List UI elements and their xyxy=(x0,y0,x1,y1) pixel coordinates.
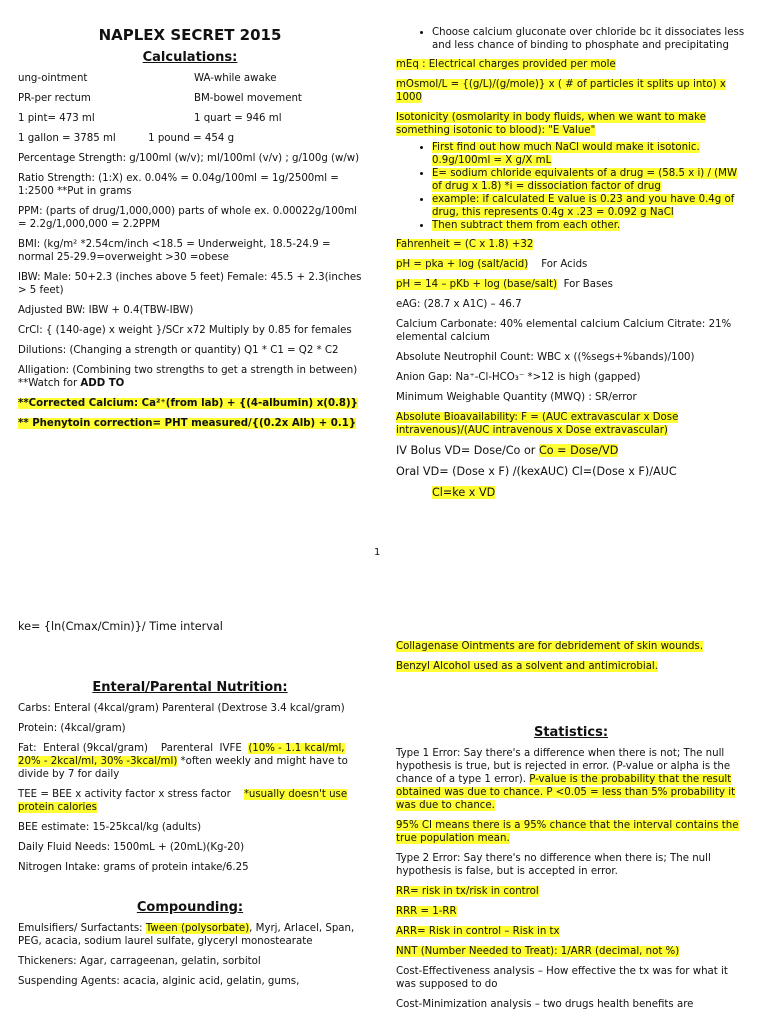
list-item: • example: if calculated E value is 0.23 and you have 0.4g of drug, this represents 0.4g x .23 = 0.092 g NaCl xyxy=(432,193,746,219)
bee: BEE estimate: 15-25kcal/kg (adults) xyxy=(18,822,202,833)
calcium-carbonate: Calcium Carbonate: 40% elemental calcium Calcium Citrate: 21% elemental calcium xyxy=(396,319,732,343)
statistics-heading: Statistics: xyxy=(533,725,609,740)
dilutions: Dilutions: (Changing a strength or quantity) Q1 * C1 = Q2 * C2 xyxy=(18,345,339,356)
abbr-row: 1 pint= 473 ml 1 quart = 946 ml xyxy=(18,113,282,124)
confidence-interval: 95% CI means there is a 95% chance that the interval contains the true population mean. xyxy=(396,820,739,844)
ppm: PPM: (parts of drug/1,000,000) parts of whole ex. 0.00022g/100ml = 2.2g/1,000,000 = 2.2PPM xyxy=(18,206,357,230)
arr: ARR= Risk in control – Risk in tx xyxy=(396,926,560,937)
type1-error: Type 1 Error: Say there's a difference when there is not; The null hypothesis is true, but is rejected in error. (P-value or alpha is the chance of a type 1 error). P-value is the probability that the result obtained was due to chance. P <0.05 = less than 5% probability it was due to chance. xyxy=(396,748,736,811)
daily-fluid: Daily Fluid Needs: 1500mL + (20mL)(Kg-20) xyxy=(18,842,245,853)
page2-left-column xyxy=(18,620,362,995)
collagenase: Collagenase Ointments are for debridement of skin wounds. xyxy=(396,641,704,652)
calculations-heading: Calculations: xyxy=(142,50,238,65)
cost-effectiveness: Cost-Effectiveness analysis – How effective the tx was for what it was supposed to do xyxy=(396,966,728,990)
type2-error: Type 2 Error: Say there's no difference when there is; The null hypothesis is false, but is accepted in error. xyxy=(396,853,711,877)
iv-bolus: IV Bolus VD= Dose/Co or Co = Dose/VD xyxy=(396,444,619,457)
cost-minimization: Cost-Minimization analysis – two drugs health benefits are xyxy=(396,999,694,1010)
bioavailability: Absolute Bioavailability: F = (AUC extravascular x Dose intravenous)/(AUC intravenous x Dose extravascular) xyxy=(396,412,679,436)
isotonicity-list xyxy=(396,141,746,232)
corrected-calcium: **Corrected Calcium: Ca²⁺(from lab) + {(4-albumin) x(0.8)} xyxy=(18,398,358,409)
list-item: • First find out how much NaCl would make it isotonic. 0.9g/100ml = X g/X mL xyxy=(432,141,746,167)
abbr-row: PR-per rectum BM-bowel movement xyxy=(18,93,302,104)
gallon-line: 1 gallon = 3785 ml 1 pound = 454 g xyxy=(18,133,235,144)
mwq: Minimum Weighable Quantity (MWQ) : SR/error xyxy=(396,392,637,403)
bmi: BMI: (kg/m² *2.54cm/inch <18.5 = Underweight, 18.5-24.9 = normal 25-29.9=overweight >30 =obese xyxy=(18,239,331,263)
abbr-row: ung-ointment WA-while awake xyxy=(18,73,277,84)
ke-line: ke= {ln(Cmax/Cmin)}/ Time interval xyxy=(18,620,223,633)
page-2 xyxy=(0,590,768,1024)
carbs: Carbs: Enteral (4kcal/gram) Parenteral (Dextrose 3.4 kcal/gram) xyxy=(18,703,345,714)
tee: TEE = BEE x activity factor x stress factor *usually doesn't use protein calories xyxy=(18,789,348,813)
emulsifiers: Emulsifiers/ Surfactants: Tween (polysorbate), Myrj, Arlacel, Span, PEG, acacia, sodium laurel sulfate, glyceryl monostearate xyxy=(18,923,355,947)
thickeners: Thickeners: Agar, carrageenan, gelatin, sorbitol xyxy=(18,956,261,967)
isotonicity: Isotonicity (osmolarity in body fluids, when we want to make something isotonic to blood): "E Value" xyxy=(396,112,706,136)
relative-risk: RR= risk in tx/risk in control xyxy=(396,886,539,897)
fat: Fat: Enteral (9kcal/gram) Parenteral IVFE (10% - 1.1 kcal/ml, 20% - 2kcal/ml, 30% -3kcal/ml) *often weekly and might have to divide by 7 for daily xyxy=(18,743,348,780)
page2-right-column xyxy=(396,640,746,1018)
eag: eAG: (28.7 x A1C) – 46.7 xyxy=(396,299,522,310)
list-item: • Choose calcium gluconate over chloride bc it dissociates less and less chance of binding to phosphate and precipitating xyxy=(432,26,746,52)
enteral-heading: Enteral/Parental Nutrition: xyxy=(92,680,288,695)
page-number: 1 xyxy=(374,547,381,558)
anc: Absolute Neutrophil Count: WBC x ((%segs+%bands)/100) xyxy=(396,352,695,363)
nnt: NNT (Number Needed to Treat): 1/ARR (decimal, not %) xyxy=(396,946,680,957)
percentage-strength: Percentage Strength: g/100ml (w/v); ml/100ml (v/v) ; g/100g (w/w) xyxy=(18,153,360,164)
gluconate-list xyxy=(396,26,746,52)
ratio-strength: Ratio Strength: (1:X) ex. 0.04% = 0.04g/100ml = 1g/2500ml = 1:2500 **Put in grams xyxy=(18,173,339,197)
phenytoin-correction: ** Phenytoin correction= PHT measured/{(0.2x Alb) + 0.1} xyxy=(18,418,357,429)
ph-acid: pH = pka + log (salt/acid) For Acids xyxy=(396,259,588,270)
oral-vd: Oral VD= (Dose x F) /(kexAUC) Cl=(Dose x F)/AUC xyxy=(396,465,677,478)
list-item: • Then subtract them from each other. xyxy=(432,219,746,232)
page1-left-column xyxy=(18,26,362,437)
mosmol: mOsmol/L = {(g/L)/(g/mole)} x ( # of particles it splits up into) x 1000 xyxy=(396,79,726,103)
cl-ke: Cl=ke x VD xyxy=(432,486,496,499)
fahrenheit: Fahrenheit = (C x 1.8) +32 xyxy=(396,239,534,250)
page1-right-column xyxy=(396,26,746,507)
ibw: IBW: Male: 50+2.3 (inches above 5 feet) Female: 45.5 + 2.3(inches > 5 feet) xyxy=(18,272,362,296)
suspending-agents: Suspending Agents: acacia, alginic acid, gelatin, gums, xyxy=(18,976,300,987)
meq: mEq : Electrical charges provided per mole xyxy=(396,59,616,70)
crcl: CrCl: { (140-age) x weight }/SCr x72 Multiply by 0.85 for females xyxy=(18,325,352,336)
compounding-heading: Compounding: xyxy=(136,900,244,915)
benzyl-alcohol: Benzyl Alcohol used as a solvent and antimicrobial. xyxy=(396,661,659,672)
rrr: RRR = 1-RR xyxy=(396,906,457,917)
protein: Protein: (4kcal/gram) xyxy=(18,723,126,734)
list-item: • E= sodium chloride equivalents of a drug = (58.5 x i) / (MW of drug x 1.8) *i = dissociation factor of drug xyxy=(432,167,746,193)
anion-gap: Anion Gap: Na⁺-Cl-HCO₃⁻ *>12 is high (gapped) xyxy=(396,372,641,383)
nitrogen: Nitrogen Intake: grams of protein intake/6.25 xyxy=(18,862,249,873)
adjusted-bw: Adjusted BW: IBW + 0.4(TBW-IBW) xyxy=(18,305,194,316)
ph-base: pH = 14 – pKb + log (base/salt) For Bases xyxy=(396,279,613,290)
doc-title: NAPLEX SECRET 2015 xyxy=(98,26,282,44)
alligation: Alligation: (Combining two strengths to get a strength in between) **Watch for ADD TO xyxy=(18,365,358,389)
